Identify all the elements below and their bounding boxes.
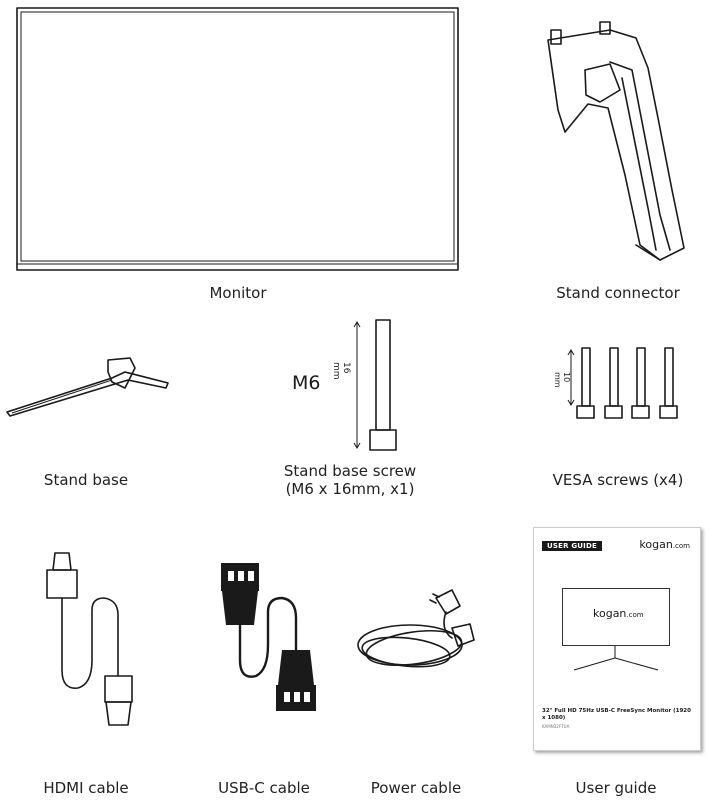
user-guide-label: User guide: [575, 779, 657, 797]
stand-base-screw-label-line2: (M6 x 16mm, x1): [285, 480, 415, 498]
stand-base-screw-label-line1: Stand base screw: [283, 462, 417, 480]
user-guide-booklet: [533, 527, 701, 751]
hdmi-cable-label: HDMI cable: [43, 779, 129, 797]
power-cable-label: Power cable: [370, 779, 462, 797]
screw-length-mark: 16 mm: [331, 362, 351, 380]
stand-base-label: Stand base: [43, 471, 129, 489]
vesa-screws-label: VESA screws (x4): [552, 471, 684, 489]
vesa-length-mark: 10 mm: [553, 372, 571, 388]
stand-connector-label: Stand connector: [556, 284, 680, 302]
user-guide-monitor-brand: kogan.com: [593, 607, 644, 620]
user-guide-brand: kogan.com: [639, 538, 690, 551]
monitor-label: Monitor: [209, 284, 267, 302]
user-guide-model: KAMN32F7UA: [542, 724, 570, 729]
usbc-cable-label: USB-C cable: [218, 779, 310, 797]
user-guide-title: 32" Full HD 75Hz USB-C FreeSync Monitor (1920 x 1080): [542, 708, 691, 721]
user-guide-tag: USER GUIDE: [542, 541, 602, 551]
screw-size-mark: M6: [292, 372, 321, 394]
